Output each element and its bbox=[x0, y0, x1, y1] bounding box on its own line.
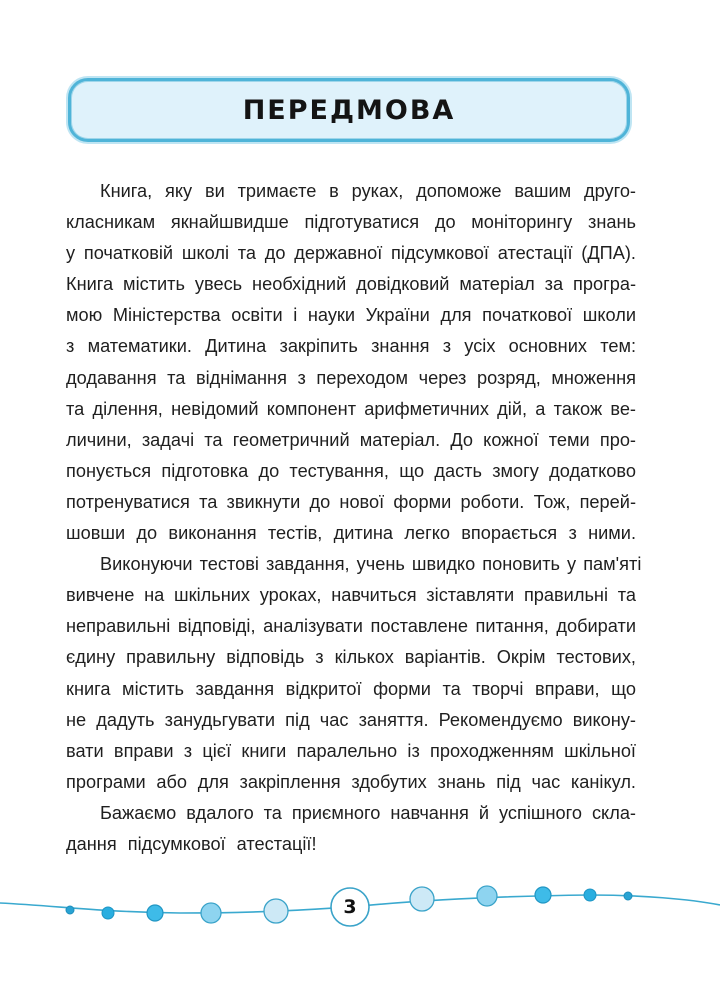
text-line: єдину правильну відповідь з кількох варіантів. Окрім тестових, bbox=[66, 647, 636, 668]
text-line: додавання та віднімання з переходом через розряд, множення bbox=[66, 367, 636, 388]
preface-text bbox=[66, 176, 642, 860]
text-line: з математики. Дитина закріпить знання з усіх основних тем: bbox=[66, 336, 636, 357]
dot-icon bbox=[201, 903, 221, 923]
dot-icon bbox=[102, 907, 114, 919]
dot-icon bbox=[624, 892, 632, 900]
dot-icon bbox=[147, 905, 163, 921]
text-line: личини, задачі та геометричний матеріал. До кожної теми про- bbox=[66, 429, 636, 450]
text-line: Книга, яку ви тримаєте в руках, допоможе вашим друго- bbox=[100, 181, 636, 201]
text-line: книга містить завдання відкритої форми та творчі вправи, що bbox=[66, 678, 636, 699]
dot-icon bbox=[264, 899, 288, 923]
text-line: Виконуючи тестові завдання, учень швидко поновить у пам'яті bbox=[100, 554, 642, 575]
text-line: та ділення, невідомий компонент арифметичних дій, а також ве- bbox=[66, 398, 636, 419]
text-line: програми або для закріплення здобутих знань під час канікул. bbox=[66, 771, 636, 792]
page-title: ПЕРЕДМОВА bbox=[242, 94, 456, 126]
title-banner bbox=[68, 78, 630, 142]
dot-icon bbox=[66, 906, 74, 914]
text-line: понується підготовка до тестування, що дасть змогу додатково bbox=[66, 460, 636, 481]
text-line: потренуватися та звикнути до нової форми роботи. Тож, перей- bbox=[66, 491, 636, 512]
text-line: вати вправи з цієї книги паралельно із проходженням шкільної bbox=[66, 740, 636, 761]
text-line: неправильні відповіді, аналізувати поставлене питання, добирати bbox=[66, 616, 636, 637]
text-line: дання підсумкової атестації! bbox=[66, 833, 317, 854]
text-line: вивчене на шкільних уроках, навчиться зіставляти правильні та bbox=[66, 585, 636, 606]
text-line: у початковій школі та до державної підсумкової атестації (ДПА). bbox=[66, 243, 636, 264]
page-number: 3 bbox=[343, 896, 357, 918]
text-line: шовши до виконання тестів, дитина легко впорається з ними. bbox=[66, 523, 636, 544]
dot-icon bbox=[410, 887, 434, 911]
dot-icon bbox=[535, 887, 551, 903]
dot-icon bbox=[477, 886, 497, 906]
text-line: Бажаємо вдалого та приємного навчання й успішного скла- bbox=[100, 802, 636, 823]
text-line: класникам якнайшвидше підготуватися до моніторингу знань bbox=[66, 212, 636, 233]
text-line: мою Міністерства освіти і науки України для початкової школи bbox=[66, 305, 636, 326]
text-line: не дадуть занудьгувати під час заняття. Рекомендуємо викону- bbox=[66, 709, 636, 730]
dot-icon bbox=[584, 889, 596, 901]
text-line: Книга містить увесь необхідний довідковий матеріал за програ- bbox=[66, 274, 636, 295]
